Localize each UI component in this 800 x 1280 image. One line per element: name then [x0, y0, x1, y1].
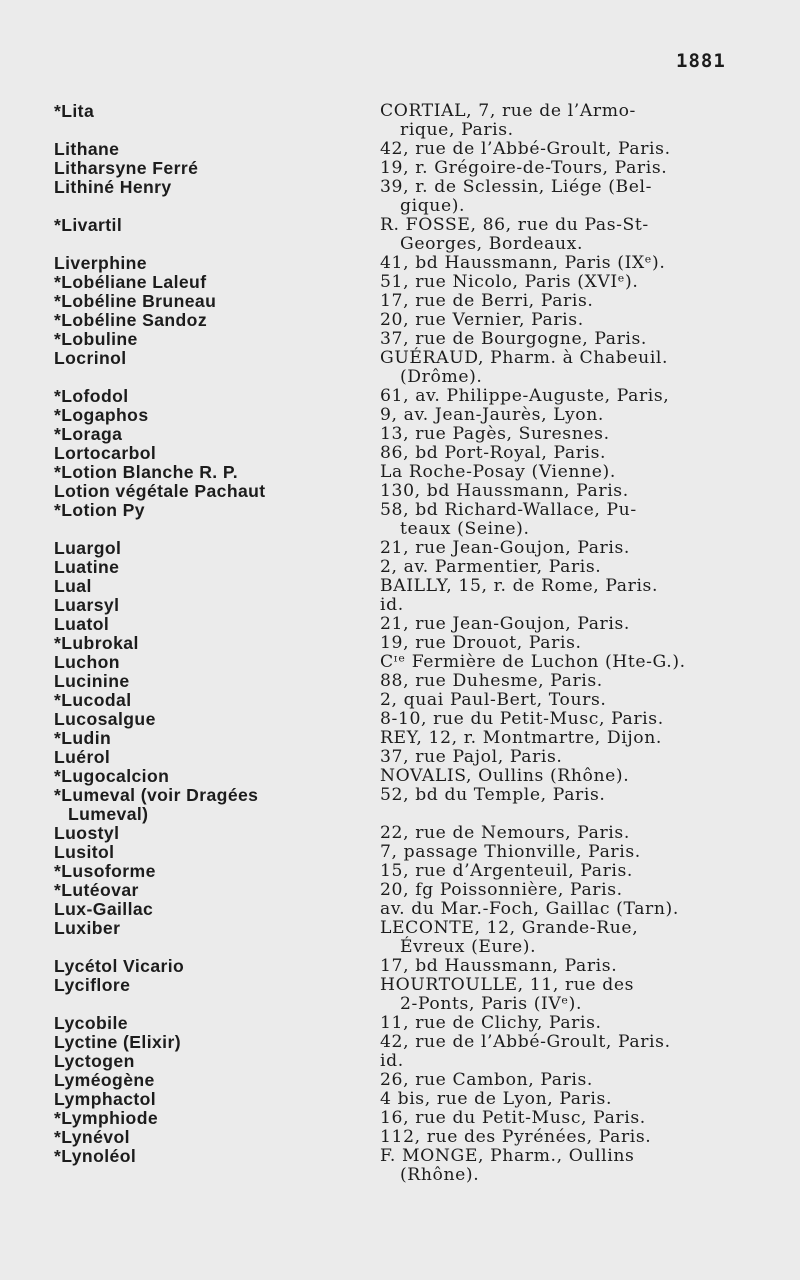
manufacturer-address — [380, 425, 742, 444]
product-name-text: Luxiber — [54, 918, 121, 938]
product-name-text: Luatol — [54, 614, 110, 634]
entry-row — [54, 862, 744, 881]
product-name-text: *Loraga — [54, 424, 123, 444]
address-text: 37, rue de Bourgogne, Paris. — [380, 329, 647, 349]
product-name-text: Lux-Gaillac — [54, 899, 154, 919]
product-name-text: *Lusoforme — [54, 861, 156, 881]
manufacturer-address — [380, 767, 742, 786]
address-text: CORTIAL, 7, rue de l’Armo- — [380, 101, 636, 121]
entry-row — [54, 159, 744, 178]
product-name-text: *Lucodal — [54, 690, 132, 710]
product-name-text: Luostyl — [54, 823, 120, 843]
manufacturer-address — [380, 1109, 742, 1128]
address-text: 21, rue Jean-Goujon, Paris. — [380, 614, 630, 634]
product-name — [54, 634, 380, 653]
product-name-text: *Lynévol — [54, 1127, 130, 1147]
entry-row — [54, 1033, 744, 1052]
product-name-text: *Lubrokal — [54, 633, 139, 653]
product-name-text: Lithiné Henry — [54, 177, 172, 197]
address-text: 42, rue de l’Abbé-Groult, Paris. — [380, 1032, 671, 1052]
product-name — [54, 311, 380, 330]
entry-row — [54, 900, 744, 919]
entry-row — [54, 1128, 744, 1147]
product-name-text: *Lumeval (voir Dragées — [54, 785, 259, 805]
product-name — [54, 976, 380, 995]
product-name-text: Locrinol — [54, 348, 127, 368]
product-name-text: *Lofodol — [54, 386, 129, 406]
product-name — [54, 786, 380, 824]
address-text: 7, passage Thionville, Paris. — [380, 842, 641, 862]
product-name — [54, 216, 380, 235]
product-name — [54, 1033, 380, 1052]
entry-row — [54, 1014, 744, 1033]
entry-row — [54, 729, 744, 748]
entry-row — [54, 1109, 744, 1128]
product-name — [54, 729, 380, 748]
page-number: 1881 — [676, 50, 726, 72]
manufacturer-address — [380, 140, 742, 159]
address-text: 4 bis, rue de Lyon, Paris. — [380, 1089, 613, 1109]
product-name — [54, 349, 380, 368]
address-text: NOVALIS, Oullins (Rhône). — [380, 766, 630, 786]
address-text: 52, bd du Temple, Paris. — [380, 785, 606, 805]
manufacturer-address — [380, 444, 742, 463]
address-continuation: gique). — [400, 196, 466, 216]
address-continuation: (Drôme). — [400, 367, 483, 387]
address-text: REY, 12, r. Montmartre, Dijon. — [380, 728, 662, 748]
product-name — [54, 881, 380, 900]
address-text: 42, rue de l’Abbé-Groult, Paris. — [380, 139, 671, 159]
manufacturer-address — [380, 254, 742, 273]
product-name — [54, 1014, 380, 1033]
product-name — [54, 596, 380, 615]
product-name — [54, 102, 380, 121]
product-name — [54, 1128, 380, 1147]
product-name-text: *Logaphos — [54, 405, 149, 425]
product-name — [54, 254, 380, 273]
entry-row — [54, 140, 744, 159]
manufacturer-address — [380, 311, 742, 330]
product-name-text: Luérol — [54, 747, 111, 767]
manufacturer-address — [380, 1128, 742, 1147]
address-text: av. du Mar.-Foch, Gaillac (Tarn). — [380, 899, 679, 919]
manufacturer-address — [380, 691, 742, 710]
product-name — [54, 539, 380, 558]
address-text: 9, av. Jean-Jaurès, Lyon. — [380, 405, 604, 425]
manufacturer-address — [380, 596, 742, 615]
product-name-text: Lyctogen — [54, 1051, 135, 1071]
entry-row — [54, 596, 744, 615]
product-name-text: *Lotion Py — [54, 500, 145, 520]
entry-row — [54, 273, 744, 292]
entry-row — [54, 710, 744, 729]
product-name — [54, 1147, 380, 1166]
product-name-text: Lucosalgue — [54, 709, 156, 729]
address-text: La Roche-Posay (Vienne). — [380, 462, 616, 482]
manufacturer-address — [380, 273, 742, 292]
manufacturer-address — [380, 501, 742, 539]
entry-row — [54, 406, 744, 425]
product-name-text: Lyciflore — [54, 975, 131, 995]
product-name-text: Litharsyne Ferré — [54, 158, 199, 178]
product-name-text: Lyméogène — [54, 1070, 155, 1090]
address-text: 8-10, rue du Petit-Musc, Paris. — [380, 709, 664, 729]
entry-row — [54, 254, 744, 273]
product-name — [54, 767, 380, 786]
product-name-text: *Lynoléol — [54, 1146, 137, 1166]
product-name-text: Luargol — [54, 538, 122, 558]
entry-row — [54, 216, 744, 254]
product-name-text: Lortocarbol — [54, 443, 157, 463]
product-name-text: Lymphactol — [54, 1089, 157, 1109]
manufacturer-address — [380, 900, 742, 919]
product-name-text: *Lotion Blanche R. P. — [54, 462, 239, 482]
product-name-text: *Lugocalcion — [54, 766, 170, 786]
address-text: 19, r. Grégoire-de-Tours, Paris. — [380, 158, 668, 178]
product-name-text: Lithane — [54, 139, 120, 159]
product-name-text: *Lymphiode — [54, 1108, 159, 1128]
entry-row — [54, 482, 744, 501]
product-name-text: Lual — [54, 576, 92, 596]
entry-row — [54, 387, 744, 406]
manufacturer-address — [380, 1090, 742, 1109]
address-text: 15, rue d’Argenteuil, Paris. — [380, 861, 633, 881]
address-continuation: Évreux (Eure). — [400, 937, 537, 957]
product-name — [54, 862, 380, 881]
entry-row — [54, 691, 744, 710]
product-name-text: Luarsyl — [54, 595, 120, 615]
manufacturer-address — [380, 482, 742, 501]
address-text: 112, rue des Pyrénées, Paris. — [380, 1127, 652, 1147]
entry-list — [54, 102, 744, 1185]
product-name — [54, 957, 380, 976]
entry-row — [54, 881, 744, 900]
manufacturer-address — [380, 672, 742, 691]
manufacturer-address — [380, 976, 742, 1014]
address-text: 20, fg Poissonnière, Paris. — [380, 880, 623, 900]
entry-row — [54, 102, 744, 140]
entry-row — [54, 292, 744, 311]
product-name — [54, 273, 380, 292]
address-text: GUÉRAUD, Pharm. à Chabeuil. — [380, 348, 669, 368]
product-name — [54, 615, 380, 634]
address-text: 17, bd Haussmann, Paris. — [380, 956, 618, 976]
entry-row — [54, 786, 744, 824]
manufacturer-address — [380, 387, 742, 406]
manufacturer-address — [380, 159, 742, 178]
manufacturer-address — [380, 843, 742, 862]
product-name-text: Lycobile — [54, 1013, 128, 1033]
entry-row — [54, 634, 744, 653]
product-name — [54, 710, 380, 729]
product-name — [54, 748, 380, 767]
manufacturer-address — [380, 881, 742, 900]
product-name — [54, 1052, 380, 1071]
product-name-text: Lotion végétale Pachaut — [54, 481, 266, 501]
manufacturer-address — [380, 729, 742, 748]
entry-row — [54, 957, 744, 976]
entry-row — [54, 919, 744, 957]
manufacturer-address — [380, 786, 742, 805]
address-text: Cᶦᵉ Fermière de Luchon (Hte-G.). — [380, 652, 686, 672]
address-text: 26, rue Cambon, Paris. — [380, 1070, 593, 1090]
product-name-text: Luatine — [54, 557, 120, 577]
product-name — [54, 1090, 380, 1109]
manufacturer-address — [380, 216, 742, 254]
address-text: id. — [380, 1051, 404, 1071]
manufacturer-address — [380, 330, 742, 349]
product-name-text: *Ludin — [54, 728, 112, 748]
manufacturer-address — [380, 539, 742, 558]
product-name — [54, 330, 380, 349]
manufacturer-address — [380, 1071, 742, 1090]
address-continuation: rique, Paris. — [400, 120, 514, 140]
entry-row — [54, 539, 744, 558]
manufacturer-address — [380, 653, 742, 672]
address-continuation: teaux (Seine). — [400, 519, 530, 539]
entry-row — [54, 653, 744, 672]
manufacturer-address — [380, 634, 742, 653]
product-name — [54, 159, 380, 178]
address-text: LECONTE, 12, Grande-Rue, — [380, 918, 639, 938]
entry-row — [54, 349, 744, 387]
entry-row — [54, 824, 744, 843]
address-text: 61, av. Philippe-Auguste, Paris, — [380, 386, 670, 406]
manufacturer-address — [380, 1033, 742, 1052]
manufacturer-address — [380, 558, 742, 577]
product-name — [54, 482, 380, 501]
product-name — [54, 672, 380, 691]
entry-row — [54, 767, 744, 786]
manufacturer-address — [380, 102, 742, 140]
address-text: 88, rue Duhesme, Paris. — [380, 671, 603, 691]
manufacturer-address — [380, 577, 742, 596]
product-name-text: *Lutéovar — [54, 880, 139, 900]
product-name-continuation: Lumeval) — [68, 804, 149, 824]
product-name — [54, 444, 380, 463]
address-text: 2, quai Paul-Bert, Tours. — [380, 690, 607, 710]
manufacturer-address — [380, 1052, 742, 1071]
product-name-text: *Lita — [54, 101, 95, 121]
entry-row — [54, 748, 744, 767]
product-name-text: Lyctine (Elixir) — [54, 1032, 181, 1052]
manufacturer-address — [380, 615, 742, 634]
address-text: 22, rue de Nemours, Paris. — [380, 823, 630, 843]
product-name — [54, 900, 380, 919]
product-name-text: *Lobuline — [54, 329, 138, 349]
manufacturer-address — [380, 957, 742, 976]
product-name — [54, 1109, 380, 1128]
entry-row — [54, 311, 744, 330]
product-name — [54, 140, 380, 159]
entry-row — [54, 1052, 744, 1071]
product-name-text: Lucinine — [54, 671, 130, 691]
address-text: R. FOSSE, 86, rue du Pas-St- — [380, 215, 649, 235]
entry-row — [54, 1071, 744, 1090]
address-continuation: (Rhône). — [400, 1165, 480, 1185]
product-name-text: *Lobéline Sandoz — [54, 310, 208, 330]
address-text: 21, rue Jean-Goujon, Paris. — [380, 538, 630, 558]
address-text: 16, rue du Petit-Musc, Paris. — [380, 1108, 646, 1128]
product-name — [54, 178, 380, 197]
manufacturer-address — [380, 710, 742, 729]
address-text: 37, rue Pajol, Paris. — [380, 747, 563, 767]
address-text: 20, rue Vernier, Paris. — [380, 310, 584, 330]
address-continuation: 2-Ponts, Paris (IVᵉ). — [400, 994, 583, 1014]
address-text: 13, rue Pagès, Suresnes. — [380, 424, 610, 444]
product-name-text: Luchon — [54, 652, 120, 672]
product-name-text: *Lobéline Bruneau — [54, 291, 217, 311]
address-text: 19, rue Drouot, Paris. — [380, 633, 582, 653]
entry-row — [54, 1147, 744, 1185]
address-text: 58, bd Richard-Wallace, Pu- — [380, 500, 637, 520]
manufacturer-address — [380, 824, 742, 843]
manufacturer-address — [380, 748, 742, 767]
product-name — [54, 292, 380, 311]
product-name-text: Lycétol Vicario — [54, 956, 185, 976]
product-name — [54, 691, 380, 710]
manufacturer-address — [380, 463, 742, 482]
product-name — [54, 463, 380, 482]
address-text: HOURTOULLE, 11, rue des — [380, 975, 635, 995]
product-name — [54, 824, 380, 843]
entry-row — [54, 425, 744, 444]
entry-row — [54, 178, 744, 216]
manufacturer-address — [380, 919, 742, 957]
product-name — [54, 558, 380, 577]
address-text: F. MONGE, Pharm., Oullins — [380, 1146, 635, 1166]
address-text: 51, rue Nicolo, Paris (XVIᵉ). — [380, 272, 639, 292]
address-text: 130, bd Haussmann, Paris. — [380, 481, 629, 501]
address-text: 17, rue de Berri, Paris. — [380, 291, 594, 311]
address-text: 2, av. Parmentier, Paris. — [380, 557, 602, 577]
product-name — [54, 406, 380, 425]
address-text: BAILLY, 15, r. de Rome, Paris. — [380, 576, 659, 596]
manufacturer-address — [380, 292, 742, 311]
entry-row — [54, 672, 744, 691]
product-name-text: *Livartil — [54, 215, 123, 235]
manufacturer-address — [380, 406, 742, 425]
entry-row — [54, 577, 744, 596]
entry-row — [54, 558, 744, 577]
address-text: id. — [380, 595, 404, 615]
product-name-text: *Lobéliane Laleuf — [54, 272, 207, 292]
manufacturer-address — [380, 178, 742, 216]
product-name — [54, 387, 380, 406]
product-name — [54, 501, 380, 520]
entry-row — [54, 976, 744, 1014]
product-name — [54, 1071, 380, 1090]
manufacturer-address — [380, 862, 742, 881]
product-name — [54, 577, 380, 596]
product-name — [54, 843, 380, 862]
product-name-text: Liverphine — [54, 253, 147, 273]
product-name — [54, 919, 380, 938]
address-continuation: Georges, Bordeaux. — [400, 234, 584, 254]
manufacturer-address — [380, 1147, 742, 1185]
entry-row — [54, 444, 744, 463]
product-name — [54, 425, 380, 444]
address-text: 39, r. de Sclessin, Liége (Bel- — [380, 177, 653, 197]
entry-row — [54, 463, 744, 482]
entry-row — [54, 843, 744, 862]
address-text: 41, bd Haussmann, Paris (IXᵉ). — [380, 253, 666, 273]
address-text: 11, rue de Clichy, Paris. — [380, 1013, 602, 1033]
manufacturer-address — [380, 1014, 742, 1033]
entry-row — [54, 615, 744, 634]
entry-row — [54, 501, 744, 539]
entry-row — [54, 1090, 744, 1109]
entry-row — [54, 330, 744, 349]
manufacturer-address — [380, 349, 742, 387]
product-name-text: Lusitol — [54, 842, 115, 862]
product-name — [54, 653, 380, 672]
address-text: 86, bd Port-Royal, Paris. — [380, 443, 607, 463]
